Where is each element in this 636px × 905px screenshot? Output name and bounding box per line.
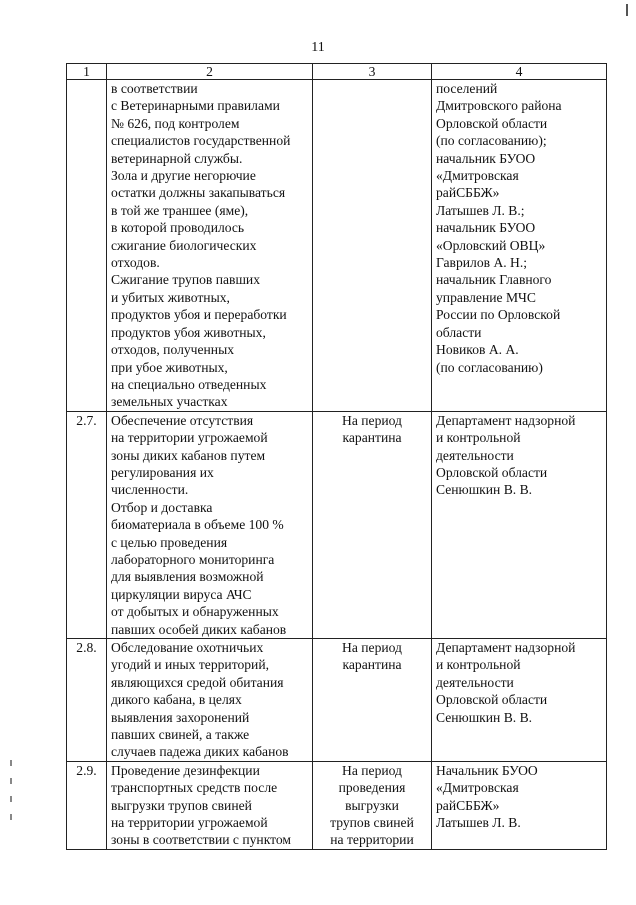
text-line: райСББЖ»	[436, 185, 500, 201]
text-line: Отбор и доставка	[111, 499, 213, 515]
table-row	[67, 639, 607, 762]
text-line: выгрузки трупов свиней	[111, 797, 252, 813]
text-line: земельных участках	[111, 394, 228, 410]
responsible-cell	[432, 411, 607, 638]
text-line: на территории угрожаемой	[111, 815, 268, 831]
text-line: проведения	[338, 780, 406, 796]
text-line: лабораторного мониторинга	[111, 551, 275, 567]
text-line: павших свиней, а также	[111, 727, 250, 743]
text-line: и контрольной	[436, 430, 521, 446]
text-line: биоматериала в объеме 100 %	[111, 517, 284, 533]
text-line: деятельности	[436, 447, 514, 463]
header-cell: 3	[313, 64, 432, 80]
text-line: (по согласованию);	[436, 133, 547, 149]
text-line: и убитых животных,	[111, 289, 230, 305]
table-row	[67, 761, 607, 849]
text-line: Орловской области	[436, 464, 548, 480]
text-line: на специально отведенных	[111, 376, 267, 392]
text-line: России по Орловской	[436, 307, 561, 323]
header-cell: 1	[67, 64, 107, 80]
text-line: «Дмитровская	[436, 780, 519, 796]
text-line: На период	[342, 640, 402, 655]
text-line: и контрольной	[436, 657, 521, 673]
text-line: «Дмитровская	[436, 168, 519, 184]
header-row	[67, 64, 607, 80]
table-row	[67, 80, 607, 412]
text-line: сжигание биологических	[111, 237, 257, 253]
measures-table	[66, 63, 607, 850]
text-line: На период	[342, 762, 402, 778]
text-line: с Ветеринарными правилами	[111, 98, 280, 114]
text-line: Обследование охотничьих	[111, 640, 264, 655]
text-line: являющихся средой обитания	[111, 674, 284, 690]
text-line: транспортных средств после	[111, 780, 278, 796]
text-line: регулирования их	[111, 464, 214, 480]
text-line: зоны в соответствии с пунктом	[111, 832, 292, 848]
item-number-cell: 2.8.	[67, 639, 107, 762]
text-line: Проведение дезинфекции	[111, 762, 260, 778]
header-cell: 4	[432, 64, 607, 80]
text-line: Дмитровского района	[436, 98, 562, 114]
text-line: деятельности	[436, 674, 514, 690]
text-line: павших особей диких кабанов	[111, 621, 287, 637]
item-number-cell: 2.7.	[67, 411, 107, 638]
text-line: Сжигание трупов павших	[111, 272, 261, 288]
text-line: карантина	[342, 430, 402, 446]
text-line: для выявления возможной	[111, 569, 264, 585]
text-line: численности.	[111, 482, 189, 498]
text-line: при убое животных,	[111, 359, 228, 375]
text-line: продуктов убоя животных,	[111, 324, 266, 340]
table-row	[67, 411, 607, 638]
measure-cell	[107, 761, 313, 849]
period-cell	[313, 639, 432, 762]
text-line: Гаврилов А. Н.;	[436, 255, 528, 271]
responsible-cell	[432, 639, 607, 762]
text-line: с целью проведения	[111, 534, 228, 550]
text-line: «Орловский ОВЦ»	[436, 237, 546, 253]
text-line: продуктов убоя и переработки	[111, 307, 287, 323]
item-number-cell: 2.9.	[67, 761, 107, 849]
responsible-cell	[432, 80, 607, 412]
text-line: (по согласованию)	[436, 359, 543, 375]
text-line: управление МЧС	[436, 289, 536, 305]
period-cell	[313, 80, 432, 412]
text-line: трупов свиней	[330, 815, 414, 831]
text-line: специалистов государственной	[111, 133, 291, 149]
page-number: 11	[311, 40, 325, 55]
text-line: дикого кабана, в целях	[111, 692, 242, 708]
text-line: Департамент надзорной	[436, 640, 576, 655]
text-line: начальник БУОО	[436, 220, 536, 236]
text-line: Департамент надзорной	[436, 412, 576, 428]
measure-cell	[107, 639, 313, 762]
text-line: Орловской области	[436, 115, 548, 131]
text-line: области	[436, 324, 482, 340]
text-line: Сенюшкин В. В.	[436, 482, 533, 498]
period-cell	[313, 761, 432, 849]
text-line: поселений	[436, 81, 498, 96]
corner-mark	[626, 4, 634, 16]
text-line: Сенюшкин В. В.	[436, 709, 533, 725]
text-line: ветеринарной службы.	[111, 150, 243, 166]
text-line: На период	[342, 412, 402, 428]
text-line: случаев падежа диких кабанов	[111, 744, 289, 760]
header-cell: 2	[107, 64, 313, 80]
text-line: Латышев Л. В.	[436, 815, 521, 831]
text-line: в той же траншее (яме),	[111, 202, 249, 218]
text-line: Начальник БУОО	[436, 762, 538, 778]
text-line: выгрузки	[345, 797, 399, 813]
text-line: выявления захоронений	[111, 709, 250, 725]
text-line: на территории	[330, 832, 414, 848]
text-line: Орловской области	[436, 692, 548, 708]
measure-cell	[107, 411, 313, 638]
text-line: остатки должны закапываться	[111, 185, 286, 201]
text-line: в которой проводилось	[111, 220, 245, 236]
item-number-cell	[67, 80, 107, 412]
text-line: райСББЖ»	[436, 797, 500, 813]
text-line: № 626, под контролем	[111, 115, 240, 131]
text-line: начальник БУОО	[436, 150, 536, 166]
text-line: на территории угрожаемой	[111, 430, 268, 446]
text-line: начальник Главного	[436, 272, 552, 288]
text-line: Зола и другие негорючие	[111, 168, 256, 184]
margin-marks	[10, 760, 14, 840]
text-line: Новиков А. А.	[436, 342, 519, 358]
text-line: циркуляции вируса АЧС	[111, 586, 252, 602]
text-line: от добытых и обнаруженных	[111, 604, 279, 620]
text-line: зоны диких кабанов путем	[111, 447, 266, 463]
measure-cell	[107, 80, 313, 412]
text-line: угодий и иных территорий,	[111, 657, 270, 673]
text-line: отходов.	[111, 255, 160, 271]
text-line: карантина	[342, 657, 402, 673]
period-cell	[313, 411, 432, 638]
responsible-cell	[432, 761, 607, 849]
text-line: отходов, полученных	[111, 342, 234, 358]
text-line: Латышев Л. В.;	[436, 202, 525, 218]
text-line: в соответствии	[111, 81, 198, 96]
text-line: Обеспечение отсутствия	[111, 412, 254, 428]
